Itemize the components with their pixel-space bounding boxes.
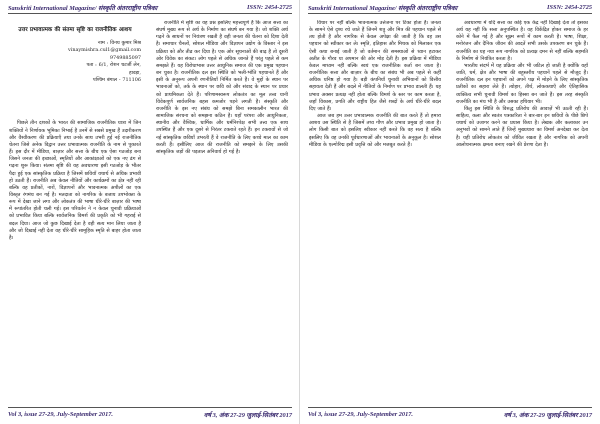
author-city: हावड़ा,	[128, 69, 141, 76]
column-right	[156, 20, 288, 404]
journal-title: Sanskriti International Magazine/ संस्कृति अंतरराष्ट्रीय पत्रिका	[8, 5, 158, 12]
paragraph: विचार पर नहीं बल्कि भावनात्मक उत्तेजना पर टिका होता है। जनता के सामने ऐसे दृश्य रचे जाते हैं जिनमें शत्रु और मित्र की पहचान पहले से तय होती है और नागरिक से केवल अपेक्षा की जाती है कि वह उस पहचान को स्वीकार कर ले। स्मृति, इतिहास और मिथक को मिलाकर एक ऐसी कथा बनाई जाती है जो वर्तमान की समस्याओं से ध्यान हटाकर अतीत के गौरव या अपमान की ओर मोड़ देती है। इस प्रक्रिया में मीडिया केवल माध्यम नहीं बल्कि स्वयं एक राजनीतिक कर्ता बन जाता है। राजनीतिक सत्ता और बाज़ार के बीच का संबंध भी अब पहले से कहीं अधिक घनिष्ठ हो गया है। बड़ी कंपनियाँ चुनावी अभियानों को वित्तीय सहायता देती हैं और बदले में नीतियों के निर्माण पर प्रभाव डालती हैं। यह प्रभाव अक्सर प्रत्यक्ष नहीं होता बल्कि विमर्श के स्तर पर काम करता है, जहाँ विकास, प्रगति और राष्ट्रीय हित जैसे शब्दों के अर्थ धीरे-धीरे बदल दिए जाते हैं।	[309, 20, 441, 112]
issn-number: ISSN: 2454-2725	[247, 4, 292, 11]
paragraph: पिछले तीन दशकों के भारत की सामाजिक राजनीतिक यात्रा में जिन शक्तियों ने निर्णायक भूमिका निभाई है उनमें से सबसे प्रमुख हैं उदारीकरण और वैश्वीकरण की प्रक्रियाएँ तथा उनके साथ उभरी हुई नई राजनीतिक चेतना जिसे अनेक विद्वान उत्तर प्रभावात्मक राजनीति के नाम से पुकारते हैं। इस दौर में मीडिया, बाज़ार और सत्ता के बीच एक ऐसा गठजोड़ बना जिसने जनता की इच्छाओं, स्मृतियों और आकांक्षाओं को एक नए ढंग से गढ़ना शुरू किया। संतमा सृष्टि की यह अवधारणा इसी गठजोड़ के भीतर पैदा हुई एक सांस्कृतिक प्रक्रिया है जिसमें छवियाँ यथार्थ से अधिक प्रभावी हो उठती हैं। राजनीति अब केवल नीतियों और कार्यक्रमों का क्षेत्र नहीं रही बल्कि वह प्रतीकों, नारों, विज्ञापनों और भावनात्मक अपीलों का एक विस्तृत रंगमंच बन गई है। मतदाता को नागरिक के बजाय उपभोक्ता के रूप में देखा जाने लगा और लोकतंत्र की भाषा धीरे-धीरे बाज़ार की भाषा में रूपांतरित होती चली गई। इस परिवर्तन ने न केवल चुनावी प्रक्रियाओं को प्रभावित किया बल्कि सार्वजनिक विमर्श की प्रकृति को भी गहराई से बदल दिया। आज जो कुछ दिखाई देता है वही सत्य मान लिया जाता है और जो दिखाई नहीं देता वह धीरे-धीरे सामूहिक स्मृति से बाहर होता जाता है।	[9, 120, 141, 241]
header-rule	[8, 13, 292, 14]
article-title: उत्तर प्रभावात्मक की संतमा सृष्टि का राजनीतिक आशय	[18, 27, 132, 33]
column-left	[309, 20, 441, 404]
author-state-pin: पश्चिम बंगाल - 711106	[92, 77, 141, 84]
paragraph: अवधारणा में यदि सत्ता का कोई एक केंद्र नहीं दिखाई देता तो इसका अर्थ यह नहीं कि सत्ता अनुपस्थित है। वह विकेंद्रित होकर समाज के हर कोने में फैल गई है और सूक्ष्म रूपों में काम करती है। भाषा, शिक्षा, मनोरंजन और दैनिक जीवन की आदतें सभी उसके उपकरण बन चुके हैं। राजनीति का यह नया रूप नागरिक को प्रत्यक्ष दमन से नहीं बल्कि सहमति के निर्माण से नियंत्रित करता है।	[456, 20, 588, 62]
footer-rule	[308, 407, 592, 408]
author-phone: 9749885097	[109, 54, 141, 61]
footer-volume-en: Vol 3, issue 27-29, July-September 2017.	[8, 411, 113, 418]
running-header	[308, 2, 592, 13]
paragraph: आज जब हम उत्तर प्रभावात्मक राजनीति की बात करते हैं तो हमारा आशय उस स्थिति से है जिसमें तथ्य गौण और प्रभाव प्रमुख हो जाता है। लोग किसी बात को इसलिए स्वीकार नहीं करते कि वह सत्य है बल्कि इसलिए कि वह उनकी पूर्वधारणाओं और भावनाओं के अनुकूल है। सोशल मीडिया के एल्गोरिद्म इसी प्रवृत्ति को और मजबूत करते हैं।	[309, 113, 441, 148]
author-address: पता : 6/1, रोशन चटर्जी लेन,	[86, 62, 141, 69]
running-footer	[308, 409, 592, 420]
author-email: vinaymishra.cul1@gmail.com	[68, 47, 141, 54]
footer-rule	[8, 407, 292, 408]
paragraph: राजनीति में सृष्टि का यह प्रश्न इसलिए महत्त्वपूर्ण है कि आज सत्ता का संघर्ष मुख्य रूप से अर्थ के निर्माण का संघर्ष बन गया है। जो शक्ति अर्थ गढ़ने के साधनों पर नियंत्रण रखती है वही जनता की चेतना को दिशा देती है। समाचार चैनलों, सोशल मीडिया और विज्ञापन उद्योग के विस्तार ने इस प्रक्रिया को और तीव्र कर दिया है। एक ओर सूचनाओं की बाढ़ है तो दूसरी ओर विवेक का संकट। लोग पहले से अधिक जानते हैं परंतु पहले से कम समझते हैं। यह विरोधाभास उत्तर आधुनिक समाज की एक प्रमुख पहचान बन चुका है। राजनीतिक दल इस स्थिति को भली-भाँति पहचानते हैं और इसी के अनुरूप अपनी रणनीतियाँ निर्मित करते हैं। वे मुद्दों के स्थान पर भावनाओं को, तर्क के स्थान पर छवि को और संवाद के स्थान पर प्रचार को प्राथमिकता देते हैं। परिणामस्वरूप लोकतंत्र का मूल तत्त्व यानी विवेकपूर्ण सार्वजनिक बहस कमजोर पड़ने लगती है। संस्कृति और राजनीति के इस नए संबंध को समझे बिना समकालीन भारत की सामाजिक संरचना को समझना कठिन है। यहाँ परंपरा और आधुनिकता, स्थानीय और वैश्विक, धार्मिक और धर्मनिरपेक्ष सभी तत्त्व एक साथ उपस्थित हैं और एक दूसरे से निरंतर टकराते रहते हैं। इन टकरावों से जो नई सांस्कृतिक छवियाँ उभरती हैं वे राजनीति के लिए कच्चे माल का काम करती हैं। इसीलिए आज की राजनीति को समझने के लिए उसकी सांस्कृतिक जड़ों की पड़ताल अनिवार्य हो गई है।	[156, 20, 288, 155]
column-left	[9, 20, 141, 404]
journal-title: Sanskriti International Magazine/ संस्कृति अंतरराष्ट्रीय पत्रिका	[308, 5, 458, 12]
column-right	[456, 20, 588, 404]
paragraph: किंतु इस स्थिति के विरुद्ध प्रतिरोध की आवाज़ें भी उठती रही हैं। साहित्य, कला और स्वतंत्र पत्रकारिता ने बार-बार इन छवियों के पीछे छिपे यथार्थ को उजागर करने का प्रयास किया है। लेखक और कलाकार उन अनुभवों को सामने लाते हैं जिन्हें मुख्यधारा का विमर्श अनदेखा कर देता है। यही प्रतिरोध लोकतंत्र को जीवित रखता है और नागरिक को अपनी आलोचनात्मक क्षमता बनाए रखने की प्रेरणा देता है।	[456, 105, 588, 148]
footer-volume-hi: वर्ष 3, अंक 27-29 जुलाई-सितंबर 2017	[203, 412, 292, 419]
author-block	[9, 40, 141, 84]
running-header	[8, 2, 292, 13]
footer-volume-en: Vol 3, issue 27-29, July-September 2017.	[308, 411, 413, 418]
issn-number: ISSN: 2454-2725	[547, 4, 592, 11]
footer-volume-hi: वर्ष 3, अंक 27-29 जुलाई-सितंबर 2017	[503, 412, 592, 419]
right-page	[300, 0, 600, 424]
paragraph: भारतीय संदर्भ में यह प्रक्रिया और भी जटिल हो जाती है क्योंकि यहाँ जाति, धर्म, क्षेत्र और भाषा की बहुस्तरीय पहचानें पहले से मौजूद हैं। राजनीतिक दल इन पहचानों को अपने पक्ष में मोड़ने के लिए सांस्कृतिक प्रतीकों का सहारा लेते हैं। त्योहार, तीर्थ, लोककथाएँ और ऐतिहासिक व्यक्तित्व सभी चुनावी विमर्श का हिस्सा बन जाते हैं। इस तरह संस्कृति राजनीति का मंच भी है और उसका हथियार भी।	[456, 62, 588, 105]
author-name: नाम : विनय कुमार मिश्र	[97, 40, 141, 46]
running-footer	[8, 409, 292, 420]
header-rule	[308, 13, 592, 14]
